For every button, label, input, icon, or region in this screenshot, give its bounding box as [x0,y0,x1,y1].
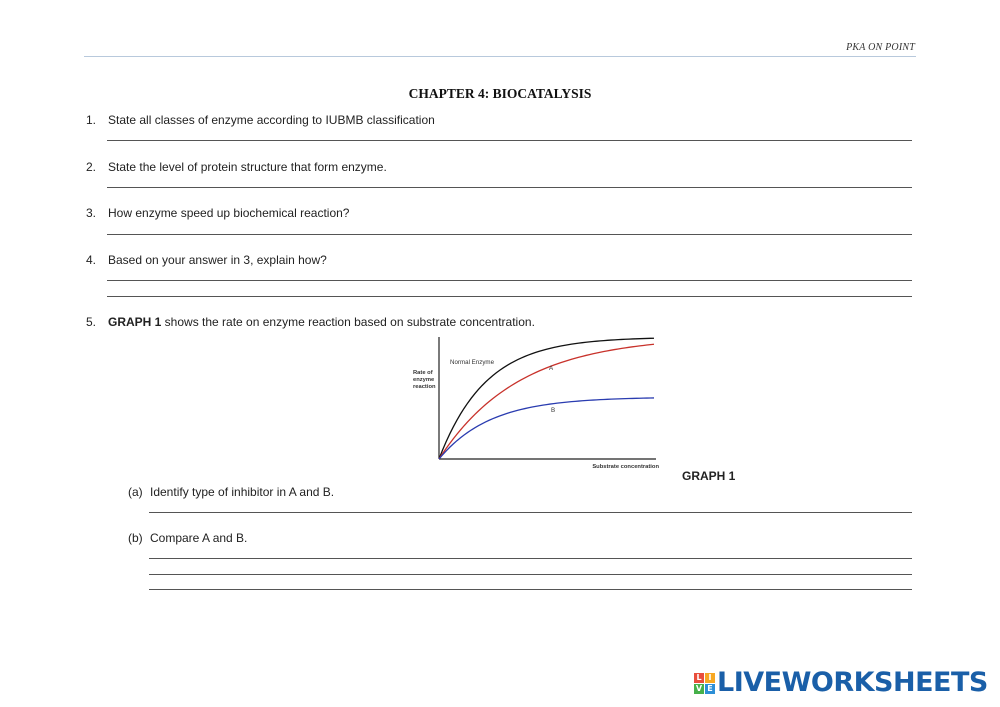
question-1 [86,113,435,127]
label-b: B [551,407,556,414]
logo-letter-l: L [694,673,704,683]
question-bold: GRAPH 1 [108,315,162,329]
y-axis-label-line1: Rate of [413,370,433,376]
header-text: PKA ON POINT [846,42,915,53]
answer-line-4a[interactable] [107,280,912,281]
question-number: 1. [86,113,97,127]
question-text: State the level of protein structure that form enzyme. [108,160,387,174]
answer-line-1[interactable] [107,140,912,141]
question-text: shows the rate on enzyme reaction based on substrate concentration. [161,315,535,329]
answer-line-5b-3[interactable] [149,589,912,590]
y-axis-label-line3: reaction [413,384,436,390]
enzyme-rate-chart [410,333,672,473]
subquestion-text: Compare A and B. [150,531,248,545]
question-number: 5. [86,315,97,329]
question-4 [86,253,327,267]
answer-line-5b-2[interactable] [149,574,912,575]
question-number: 3. [86,206,97,220]
subquestion-number: (b) [128,531,143,545]
subquestion-number: (a) [128,485,143,499]
page-title: CHAPTER 4: BIOCATALYSIS [408,86,592,101]
header-rule [84,56,916,57]
liveworksheets-logo[interactable] [694,668,988,698]
subquestion-a [128,485,334,499]
logo-letter-i: I [705,673,715,683]
answer-line-3[interactable] [107,234,912,235]
y-axis-label-line2: enzyme [413,377,435,383]
series-b [439,398,654,459]
logo-mark-icon [694,673,715,694]
question-2 [86,160,387,174]
x-axis-label: Substrate concentration [592,464,659,470]
graph-caption: GRAPH 1 [682,469,736,483]
answer-line-5a[interactable] [149,512,912,513]
question-5 [86,315,535,329]
logo-text: LIVEWORKSHEETS [717,667,988,698]
label-normal-enzyme: Normal Enzyme [450,359,495,366]
question-3 [86,206,349,220]
label-a: A [549,365,554,372]
answer-line-4b[interactable] [107,296,912,297]
question-number: 2. [86,160,97,174]
subquestion-b [128,531,247,545]
question-number: 4. [86,253,97,267]
question-text: How enzyme speed up biochemical reaction? [108,206,350,220]
answer-line-2[interactable] [107,187,912,188]
answer-line-5b-1[interactable] [149,558,912,559]
question-text: Based on your answer in 3, explain how? [108,253,327,267]
logo-letter-e: E [705,684,715,694]
subquestion-text: Identify type of inhibitor in A and B. [150,485,335,499]
question-text: State all classes of enzyme according to IUBMB classification [108,113,435,127]
logo-letter-v: V [695,684,703,693]
